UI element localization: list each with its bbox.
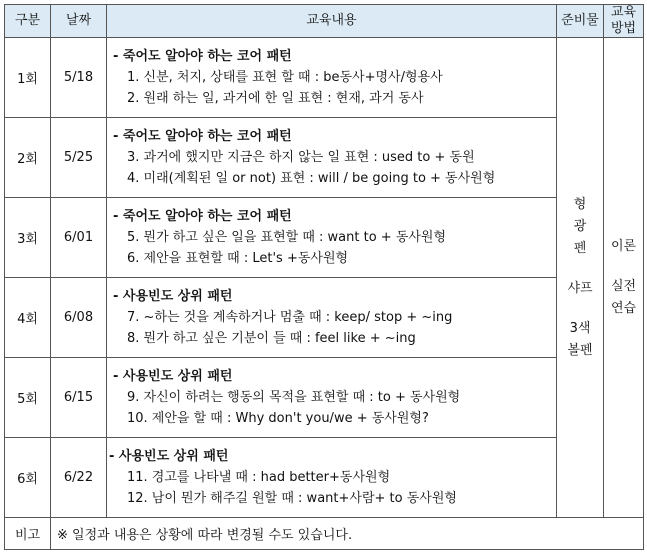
header-row — [5, 5, 644, 38]
table-row — [5, 278, 644, 358]
content-cell — [107, 358, 557, 438]
table-row — [5, 358, 644, 438]
method-line: 이론 — [610, 238, 637, 254]
date-cell: 6/08 — [51, 278, 107, 358]
item-text: 9. 자신이 하려는 행동의 목적을 표현할 때 : to + 동사원형 — [127, 389, 461, 405]
materials-char: 형 — [573, 196, 587, 212]
topic-text: - 사용빈도 상위 패턴 — [113, 368, 233, 384]
topic-text: - 사용빈도 상위 패턴 — [109, 448, 229, 464]
method-line: 연습 — [610, 300, 637, 316]
materials-cell — [557, 38, 604, 518]
item-text: 4. 미래(계획된 일 or not) 표현 : will / be going to + 동사원형 — [127, 170, 496, 186]
item-text: 1. 신분, 처지, 상태를 표현 할 때 : be동사+명사/형용사 — [127, 69, 443, 85]
date-cell: 6/22 — [51, 438, 107, 518]
table-row — [5, 438, 644, 518]
session-cell: 1회 — [5, 38, 51, 118]
topic-text: - 사용빈도 상위 패턴 — [113, 288, 233, 304]
item-text: 6. 제안을 표현할 때 : Let's +동사원형 — [127, 250, 349, 266]
session-cell: 5회 — [5, 358, 51, 438]
item-text: 10. 제안을 할 때 : Why don't you/we + 동사원형? — [127, 410, 429, 426]
item-text: 2. 원래 하는 일, 과거에 한 일 표현 : 현재, 과거 동사 — [127, 90, 424, 106]
materials-char: 샤프 — [567, 280, 593, 296]
education-schedule-table — [4, 4, 644, 550]
date-cell: 6/01 — [51, 198, 107, 278]
materials-char: 3색 — [569, 320, 591, 336]
materials-char: 볼펜 — [567, 342, 593, 358]
item-text: 7. ~하는 것을 계속하거나 멈출 때 : keep/ stop + ~ing — [127, 309, 453, 325]
session-cell: 2회 — [5, 118, 51, 198]
header-date: 날짜 — [51, 5, 107, 38]
materials-char: 펜 — [573, 240, 587, 256]
table-row — [5, 118, 644, 198]
item-text: 8. 뭔가 하고 싶은 기분이 들 때 : feel like + ~ing — [127, 330, 416, 346]
content-cell — [107, 438, 557, 518]
header-method-line2: 방법 — [610, 21, 637, 36]
method-cell — [604, 38, 644, 518]
topic-text: - 죽어도 알아야 하는 코어 패턴 — [113, 208, 292, 224]
item-text: 3. 과거에 했지만 지금은 하지 않는 일 표현 : used to + 동원 — [127, 149, 475, 165]
date-cell: 5/25 — [51, 118, 107, 198]
date-cell: 6/15 — [51, 358, 107, 438]
footer-note: ※ 일정과 내용은 상황에 따라 변경될 수도 있습니다. — [51, 518, 644, 550]
content-cell — [107, 198, 557, 278]
content-cell — [107, 278, 557, 358]
footer-label: 비고 — [5, 518, 51, 550]
content-cell — [107, 118, 557, 198]
session-cell: 4회 — [5, 278, 51, 358]
materials-char: 광 — [573, 218, 587, 234]
item-text: 11. 경고를 나타낼 때 : had better+동사원형 — [127, 469, 391, 485]
session-cell: 3회 — [5, 198, 51, 278]
session-cell: 6회 — [5, 438, 51, 518]
item-text: 12. 남이 뭔가 해주길 원할 때 : want+사람+ to 동사원형 — [127, 490, 457, 506]
header-materials: 준비물 — [557, 5, 604, 38]
header-method-line1: 교육 — [610, 5, 637, 20]
header-method — [604, 5, 644, 38]
method-line: 실전 — [610, 278, 637, 294]
table-row — [5, 38, 644, 118]
header-gubun: 구분 — [5, 5, 51, 38]
header-content: 교육내용 — [107, 5, 557, 38]
topic-text: - 죽어도 알아야 하는 코어 패턴 — [113, 48, 292, 64]
date-cell: 5/18 — [51, 38, 107, 118]
footer-row — [5, 518, 644, 550]
item-text: 5. 뭔가 하고 싶은 일을 표현할 때 : want to + 동사원형 — [127, 229, 447, 245]
topic-text: - 죽어도 알아야 하는 코어 패턴 — [113, 128, 292, 144]
content-cell — [107, 38, 557, 118]
table-row — [5, 198, 644, 278]
